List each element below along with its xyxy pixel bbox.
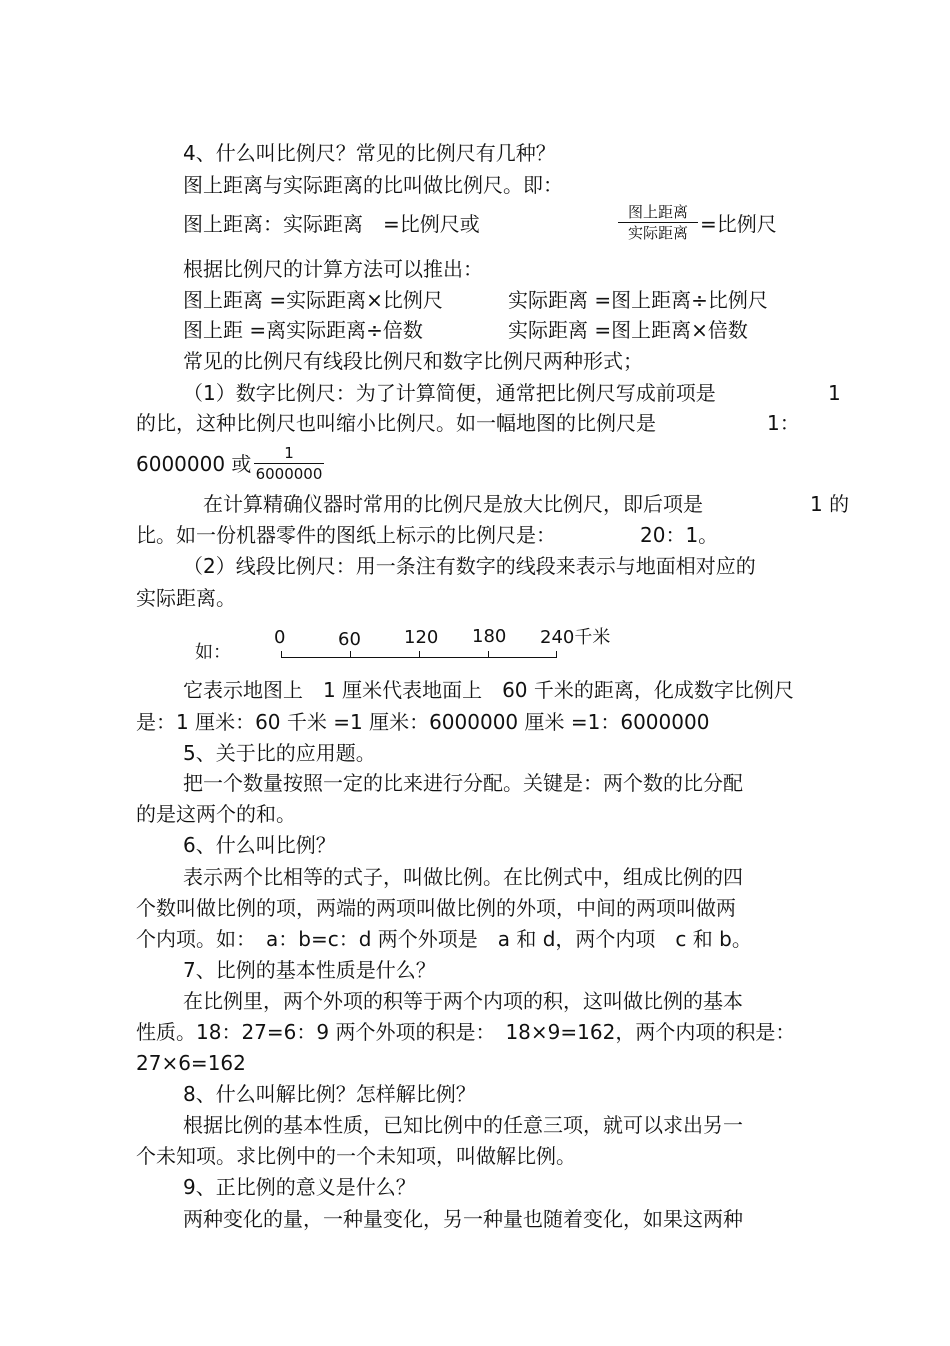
- scale-tick: [556, 651, 557, 658]
- scale-prefix: 如：: [195, 642, 231, 663]
- text-line: 20：1。: [640, 523, 719, 547]
- text-line: 性质。18：27=6：9 两个外项的积是： 18×9=162，两个内项的积是：: [136, 1020, 796, 1044]
- formula-text: 实际距离 =图上距离÷比例尺: [508, 288, 768, 312]
- text-line: （1）数字比例尺：为了计算简便，通常把比例尺写成前项是: [183, 381, 716, 405]
- scale-label: 180: [472, 626, 507, 647]
- text-line: （2）线段比例尺：用一条注有数字的线段来表示与地面相对应的: [183, 554, 756, 578]
- question-4-heading: 4、什么叫比例尺？常见的比例尺有几种？: [183, 141, 556, 165]
- text-line: 1 的: [810, 492, 850, 516]
- question-5-heading: 5、关于比的应用题。: [183, 741, 376, 765]
- formula-text: 图上距 =离实际距离÷倍数: [183, 318, 423, 342]
- text-line: 个未知项。求比例中的一个未知项，叫做解比例。: [136, 1144, 576, 1168]
- text-line: 根据比例尺的计算方法可以推出：: [183, 257, 483, 281]
- scale-label: 240千米: [540, 627, 611, 648]
- fraction-numerator: 1: [284, 444, 294, 462]
- formula-text: 图上距离 =实际距离×比例尺: [183, 288, 443, 312]
- text-line: 表示两个比相等的式子，叫做比例。在比例式中，组成比例的四: [183, 865, 743, 889]
- text-line: 把一个数量按照一定的比来进行分配。关键是：两个数的比分配: [183, 771, 743, 795]
- scale-tick: [419, 651, 420, 658]
- text-line: 两种变化的量，一种量变化，另一种量也随着变化，如果这两种: [183, 1207, 743, 1231]
- text-line: 27×6=162: [136, 1051, 246, 1075]
- text-line: 根据比例的基本性质，已知比例中的任意三项，就可以求出另一: [183, 1113, 743, 1137]
- question-6-heading: 6、什么叫比例？: [183, 833, 336, 857]
- formula-text: 图上距离：实际距离 =比例尺或: [183, 212, 480, 236]
- ratio-fraction: [254, 443, 324, 484]
- text-line: 1: [828, 381, 841, 405]
- text-line: 是：1 厘米：60 千米 =1 厘米：6000000 厘米 =1：6000000: [136, 710, 710, 734]
- question-9-heading: 9、正比例的意义是什么？: [183, 1175, 416, 1199]
- text-line: 的是这两个的和。: [136, 802, 296, 826]
- scale-tick: [350, 651, 351, 658]
- scale-fraction: [618, 202, 698, 243]
- fraction-denominator: 6000000: [255, 465, 323, 483]
- text-line: 6000000 或: [136, 452, 252, 476]
- question-8-heading: 8、什么叫解比例？怎样解比例？: [183, 1082, 476, 1106]
- formula-text: =比例尺: [700, 212, 777, 236]
- text-line: 1：: [767, 411, 800, 435]
- text-line: 实际距离。: [136, 586, 236, 610]
- scale-label: 60: [338, 629, 361, 650]
- question-7-heading: 7、比例的基本性质是什么？: [183, 958, 436, 982]
- text-line: 它表示地图上 1 厘米代表地面上 60 千米的距离，化成数字比例尺: [183, 678, 794, 702]
- text-line: 在计算精确仪器时常用的比例尺是放大比例尺，即后项是: [203, 492, 703, 516]
- scale-tick: [281, 651, 282, 658]
- scale-label: 0: [274, 627, 286, 648]
- text-line: 个内项。如： a：b=c：d 两个外项是 a 和 d，两个内项 c 和 b。: [136, 927, 752, 951]
- text-line: 图上距离与实际距离的比叫做比例尺。即：: [183, 173, 563, 197]
- scale-label: 120: [404, 627, 439, 648]
- text-line: 个数叫做比例的项，两端的两项叫做比例的外项，中间的两项叫做两: [136, 896, 736, 920]
- scale-tick: [488, 651, 489, 658]
- fraction-denominator: 实际距离: [618, 222, 698, 243]
- fraction-numerator: 图上距离: [627, 203, 688, 221]
- text-line: 的比，这种比例尺也叫缩小比例尺。如一幅地图的比例尺是: [136, 411, 656, 435]
- text-line: 比。如一份机器零件的图纸上标示的比例尺是：: [136, 523, 556, 547]
- text-line: 在比例里，两个外项的积等于两个内项的积，这叫做比例的基本: [183, 989, 743, 1013]
- formula-text: 实际距离 =图上距离×倍数: [508, 318, 748, 342]
- text-line: 常见的比例尺有线段比例尺和数字比例尺两种形式；: [183, 349, 643, 373]
